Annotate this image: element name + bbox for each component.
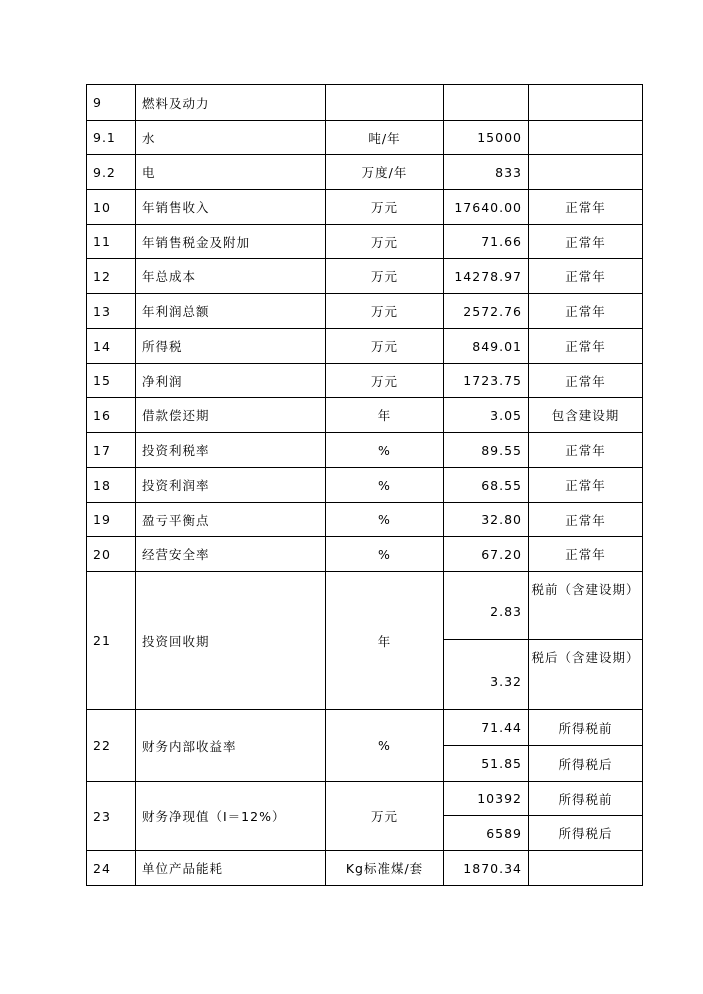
row-number: 14 [87, 329, 136, 364]
value-cell: 67.20 [444, 537, 529, 572]
note-cell: 正常年 [529, 294, 643, 329]
indicator-name: 投资回收期 [136, 572, 326, 710]
unit-cell: 年 [326, 572, 444, 710]
note-cell: 包含建设期 [529, 398, 643, 433]
note-cell: 正常年 [529, 259, 643, 294]
indicator-table [86, 84, 643, 886]
note-cell: 正常年 [529, 503, 643, 537]
table-row [87, 225, 643, 259]
indicator-name: 燃料及动力 [136, 85, 326, 121]
value-cell: 51.85 [444, 746, 529, 782]
indicator-name: 单位产品能耗 [136, 851, 326, 886]
note-cell: 正常年 [529, 225, 643, 259]
unit-cell: 万元 [326, 259, 444, 294]
indicator-name: 水 [136, 121, 326, 155]
value-cell: 2572.76 [444, 294, 529, 329]
note-cell: 正常年 [529, 329, 643, 364]
unit-cell: 吨/年 [326, 121, 444, 155]
unit-cell: 万元 [326, 225, 444, 259]
table-row [87, 503, 643, 537]
indicator-name: 净利润 [136, 364, 326, 398]
indicator-name: 投资利税率 [136, 433, 326, 468]
unit-cell: % [326, 537, 444, 572]
note-cell: 正常年 [529, 537, 643, 572]
note-cell [529, 121, 643, 155]
indicator-name: 投资利润率 [136, 468, 326, 503]
table-row [87, 710, 643, 746]
row-number: 12 [87, 259, 136, 294]
unit-cell: % [326, 433, 444, 468]
row-number: 17 [87, 433, 136, 468]
value-cell: 849.01 [444, 329, 529, 364]
unit-cell: 万元 [326, 294, 444, 329]
table-row [87, 537, 643, 572]
row-number: 9 [87, 85, 136, 121]
unit-cell: % [326, 468, 444, 503]
table-row [87, 121, 643, 155]
value-cell: 3.32 [444, 640, 529, 710]
note-cell [529, 155, 643, 190]
table-row [87, 433, 643, 468]
value-cell: 17640.00 [444, 190, 529, 225]
value-cell [444, 85, 529, 121]
value-cell: 1870.34 [444, 851, 529, 886]
unit-cell: 万元 [326, 329, 444, 364]
table-row [87, 364, 643, 398]
table-row [87, 398, 643, 433]
table-row [87, 782, 643, 816]
note-cell: 税后（含建设期） [529, 640, 643, 710]
unit-cell [326, 85, 444, 121]
table-row [87, 294, 643, 329]
indicator-name: 电 [136, 155, 326, 190]
indicator-name: 财务净现值（I＝12%） [136, 782, 326, 851]
note-cell: 正常年 [529, 190, 643, 225]
indicator-name: 盈亏平衡点 [136, 503, 326, 537]
row-number: 22 [87, 710, 136, 782]
indicator-name: 所得税 [136, 329, 326, 364]
value-cell: 15000 [444, 121, 529, 155]
row-number: 9.1 [87, 121, 136, 155]
row-number: 13 [87, 294, 136, 329]
value-cell: 6589 [444, 816, 529, 851]
table-row [87, 259, 643, 294]
note-cell: 正常年 [529, 433, 643, 468]
note-cell: 所得税前 [529, 710, 643, 746]
indicator-name: 年销售税金及附加 [136, 225, 326, 259]
indicator-name: 经营安全率 [136, 537, 326, 572]
row-number: 19 [87, 503, 136, 537]
indicator-name: 财务内部收益率 [136, 710, 326, 782]
row-number: 15 [87, 364, 136, 398]
indicator-name: 年销售收入 [136, 190, 326, 225]
value-cell: 32.80 [444, 503, 529, 537]
row-number: 20 [87, 537, 136, 572]
note-cell: 正常年 [529, 468, 643, 503]
row-number: 16 [87, 398, 136, 433]
table-row [87, 190, 643, 225]
table-row [87, 468, 643, 503]
value-cell: 89.55 [444, 433, 529, 468]
indicator-name: 借款偿还期 [136, 398, 326, 433]
value-cell: 2.83 [444, 572, 529, 640]
row-number: 18 [87, 468, 136, 503]
row-number: 10 [87, 190, 136, 225]
unit-cell: Kg标准煤/套 [326, 851, 444, 886]
row-number: 23 [87, 782, 136, 851]
unit-cell: % [326, 503, 444, 537]
value-cell: 1723.75 [444, 364, 529, 398]
note-cell: 税前（含建设期） [529, 572, 643, 640]
unit-cell: 年 [326, 398, 444, 433]
note-cell: 所得税后 [529, 746, 643, 782]
table-row [87, 329, 643, 364]
note-cell [529, 851, 643, 886]
note-cell [529, 85, 643, 121]
table-row [87, 572, 643, 640]
value-cell: 833 [444, 155, 529, 190]
table-row [87, 85, 643, 121]
row-number: 21 [87, 572, 136, 710]
unit-cell: 万元 [326, 364, 444, 398]
row-number: 24 [87, 851, 136, 886]
value-cell: 10392 [444, 782, 529, 816]
table-row [87, 851, 643, 886]
value-cell: 71.44 [444, 710, 529, 746]
unit-cell: 万元 [326, 782, 444, 851]
value-cell: 14278.97 [444, 259, 529, 294]
unit-cell: % [326, 710, 444, 782]
note-cell: 所得税前 [529, 782, 643, 816]
note-cell: 所得税后 [529, 816, 643, 851]
value-cell: 3.05 [444, 398, 529, 433]
indicator-name: 年利润总额 [136, 294, 326, 329]
value-cell: 68.55 [444, 468, 529, 503]
note-cell: 正常年 [529, 364, 643, 398]
unit-cell: 万元 [326, 190, 444, 225]
value-cell: 71.66 [444, 225, 529, 259]
unit-cell: 万度/年 [326, 155, 444, 190]
table-row [87, 155, 643, 190]
row-number: 9.2 [87, 155, 136, 190]
row-number: 11 [87, 225, 136, 259]
indicator-name: 年总成本 [136, 259, 326, 294]
